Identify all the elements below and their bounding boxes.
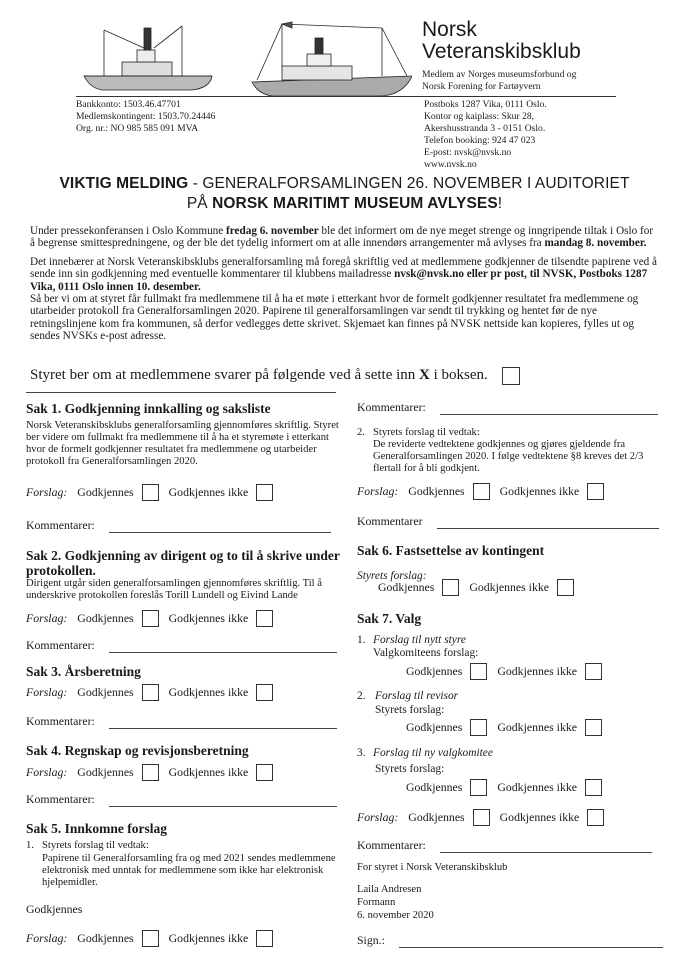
sak7-comments: Kommentarer:: [357, 838, 666, 853]
sak7-item3-head: Forslag til ny valgkomitee: [373, 747, 493, 759]
sak3-title: Sak 3. Årsberetning: [26, 664, 141, 679]
sak5-item1-head: Styrets forslag til vedtak:: [42, 840, 149, 851]
sak5-title: Sak 5. Innkomne forslag: [26, 821, 168, 836]
signature-row: Sign.:: [357, 933, 677, 948]
sak7-item3-num: 3.: [357, 747, 366, 759]
sak2-reject-checkbox[interactable]: [256, 610, 273, 627]
sak7-item3-sub: Styrets forslag:: [375, 763, 445, 775]
org-subtitle: Medlem av Norges museumsforbund og Norsk Forening for Fartøyvern: [422, 69, 577, 92]
sak3-comments: Kommentarer:: [26, 714, 351, 729]
sak2-text: Dirigent utgår siden generalforsamlingen gjennomføres skriftlig. Til å underskrive protokollen foreslås Torill Lundell og Eivind Lande: [26, 578, 322, 601]
sak7-item2-reject-checkbox[interactable]: [585, 719, 602, 736]
sak7-item1-head: Forslag til nytt styre: [373, 634, 466, 646]
sak5-item2-vote-row: Forslag: Godkjennes Godkjennes ikke: [357, 483, 614, 500]
sak2-comment-field[interactable]: [109, 651, 337, 653]
sak5-approved-label: Godkjennes: [26, 902, 83, 916]
contact-info: Postboks 1287 Vika, 0111 Oslo. Kontor og kaiplass: Skur 28, Akershusstranda 3 - 0151 Oslo. Telefon booking: 924 47 023 E-post: nvsk@nvsk.no www.nvsk.no: [424, 99, 547, 170]
sak7-item1-vote-row: Godkjennes Godkjennes ikke: [406, 663, 612, 680]
sak5-item1-num: 1.: [26, 840, 34, 851]
sak6-forslag-label: Styrets forslag:: [357, 570, 427, 582]
sak1-approve-checkbox[interactable]: [142, 484, 159, 501]
sak7-item2-head: Forslag til revisor: [375, 690, 459, 702]
sak5-item2-comments: Kommentarer: [357, 514, 673, 529]
footer-for-styret: For styret i Norsk Veteranskibsklub: [357, 862, 508, 873]
sak7-item2-sub: Styrets forslag:: [375, 704, 445, 716]
footer-date: 6. november 2020: [357, 910, 434, 921]
sak5-item2-reject-checkbox[interactable]: [587, 483, 604, 500]
sak5-item1-comments: Kommentarer:: [357, 400, 672, 415]
sak7-item2-vote-row: Godkjennes Godkjennes ikke: [406, 719, 612, 736]
sak4-reject-checkbox[interactable]: [256, 764, 273, 781]
sak1-text: Norsk Veteranskibsklubs generalforsamling gjennomføres skriftlig. Styret ber videre om fullmakt fra medlemmene til å ha et styremøte i etterkant hvor de formelt godkjenner resultatet fra medlemmene og utarbeider protokoll fra Generalforsamlingen 2020.: [26, 420, 339, 467]
sak7-vote-row: Forslag: Godkjennes Godkjennes ikke: [357, 809, 614, 826]
sak1-vote-row: Forslag: Godkjennes Godkjennes ikke: [26, 484, 283, 501]
sak3-approve-checkbox[interactable]: [142, 684, 159, 701]
sak6-approve-checkbox[interactable]: [442, 579, 459, 596]
sak7-item3-reject-checkbox[interactable]: [585, 779, 602, 796]
sak2-vote-row: Forslag: Godkjennes Godkjennes ikke: [26, 610, 283, 627]
intro-text: Under pressekonferansen i Oslo Kommune fredag 6. november ble det informert om de nye meget strenge og inngripende tiltak i Oslo for å begrense smittespredningene, og der ble det tydelig informert om at alle innendørs arrangementer må avlyses fra mandag 8. november. Det innebærer at Norsk Veteranskibsklubs generalforsamling må foregå skriftlig ved at medlemmene godkjenner de tilsendte papirene ved å sende inn sin godkjenning med eventuelle kommentarer til klubbens mailadresse nvsk@nvsk.no eller pr post, til NVSK, Postboks 1287 Vika, 0111 Oslo innen 10. desember. Så ber vi om at styret får fullmakt fra medlemmene til å ha et møte i etterkant hvor de formelt godkjenner resultatet fra medlemmene og utarbeider protokoll fra Generalforsamlingen 2020. Papirene til generalforsamlingen var sendt til trykking og hentet før de nye retningslinjene kom fra kommunen, så derfor vedlegges dette skrivet. Skjemaet kan finnes på NVSK nettside kan kopieres, fylles ut og sendes NVSKs e-post adresse.: [30, 225, 658, 343]
ships-illustration: [82, 18, 412, 98]
sak5-item1-text: Papirene til Generalforsamling fra og med 2021 sendes medlemmene elektronisk med unntak for medlemmene som ikke har elektronisk hjelpemidler.: [42, 853, 336, 888]
sak5-item1-comment-field[interactable]: [440, 413, 658, 415]
sak2-approve-checkbox[interactable]: [142, 610, 159, 627]
sak5-reject-checkbox[interactable]: [256, 930, 273, 947]
sak5-item2-comment-field[interactable]: [437, 527, 659, 529]
org-name: Norsk Veteranskibsklub: [422, 18, 581, 63]
sak5-item2-num: 2.: [357, 427, 365, 438]
footer-name: Laila Andresen: [357, 884, 422, 895]
sak1-comment-field[interactable]: [109, 531, 331, 533]
sak7-item1-num: 1.: [357, 634, 366, 646]
bank-info: Bankkonto: 1503.46.47701 Medlemskontingent: 1503.70.24446 Org. nr.: NO 985 585 091 MVA: [76, 99, 216, 134]
sak5-approve-checkbox[interactable]: [142, 930, 159, 947]
sak5-item2-approve-checkbox[interactable]: [473, 483, 490, 500]
sak3-comment-field[interactable]: [109, 727, 337, 729]
sak7-item1-sub: Valgkomiteens forslag:: [373, 647, 479, 659]
section-divider: [26, 392, 336, 393]
notice-title: VIKTIG MELDING - GENERALFORSAMLINGEN 26. NOVEMBER I AUDITORIET PÅ NORSK MARITIMT MUSEUM AVLYSES!: [59, 175, 630, 212]
sak2-comments: Kommentarer:: [26, 638, 351, 653]
sak5-vote-row: Forslag: Godkjennes Godkjennes ikke: [26, 930, 283, 947]
sak1-comments: Kommentarer:: [26, 518, 345, 533]
sak7-item1-reject-checkbox[interactable]: [585, 663, 602, 680]
sak2-title: Sak 2. Godkjenning av dirigent og to til å skrive under protokollen.: [26, 548, 340, 578]
sak4-title: Sak 4. Regnskap og revisjonsberetning: [26, 743, 249, 758]
sak1-title: Sak 1. Godkjenning innkalling og saksliste: [26, 401, 271, 416]
sak7-comment-field[interactable]: [440, 851, 652, 853]
sak4-approve-checkbox[interactable]: [142, 764, 159, 781]
sak7-item3-vote-row: Godkjennes Godkjennes ikke: [406, 779, 612, 796]
sak1-reject-checkbox[interactable]: [256, 484, 273, 501]
sak7-title: Sak 7. Valg: [357, 611, 422, 626]
instruction-line: Styret ber om at medlemmene svarer på følgende ved å sette inn X i boksen.: [30, 366, 520, 385]
sak5-item2-text: De reviderte vedtektene godkjennes og gjøres gjeldende fra Generalforsamlingen 2020. I følge vedtektene §8 kreves det 2/3 flertall for å bli godkjent.: [373, 439, 644, 474]
sak4-comment-field[interactable]: [109, 805, 337, 807]
example-checkbox[interactable]: [502, 367, 520, 385]
sak7-item2-approve-checkbox[interactable]: [470, 719, 487, 736]
sak7-item1-approve-checkbox[interactable]: [470, 663, 487, 680]
sak4-comments: Kommentarer:: [26, 792, 351, 807]
sak3-vote-row: Forslag: Godkjennes Godkjennes ikke: [26, 684, 283, 701]
sak5-item2-head: Styrets forslag til vedtak:: [373, 427, 480, 438]
header-divider: [76, 96, 616, 97]
sak4-vote-row: Forslag: Godkjennes Godkjennes ikke: [26, 764, 283, 781]
sak6-title: Sak 6. Fastsettelse av kontingent: [357, 543, 545, 558]
sak7-reject-checkbox[interactable]: [587, 809, 604, 826]
sak7-item3-approve-checkbox[interactable]: [470, 779, 487, 796]
sak6-reject-checkbox[interactable]: [557, 579, 574, 596]
sak7-approve-checkbox[interactable]: [473, 809, 490, 826]
sak7-item2-num: 2.: [357, 690, 366, 702]
sak6-vote-row: Godkjennes Godkjennes ikke: [378, 579, 584, 596]
sak3-reject-checkbox[interactable]: [256, 684, 273, 701]
footer-role: Formann: [357, 897, 396, 908]
signature-field[interactable]: [399, 946, 663, 948]
